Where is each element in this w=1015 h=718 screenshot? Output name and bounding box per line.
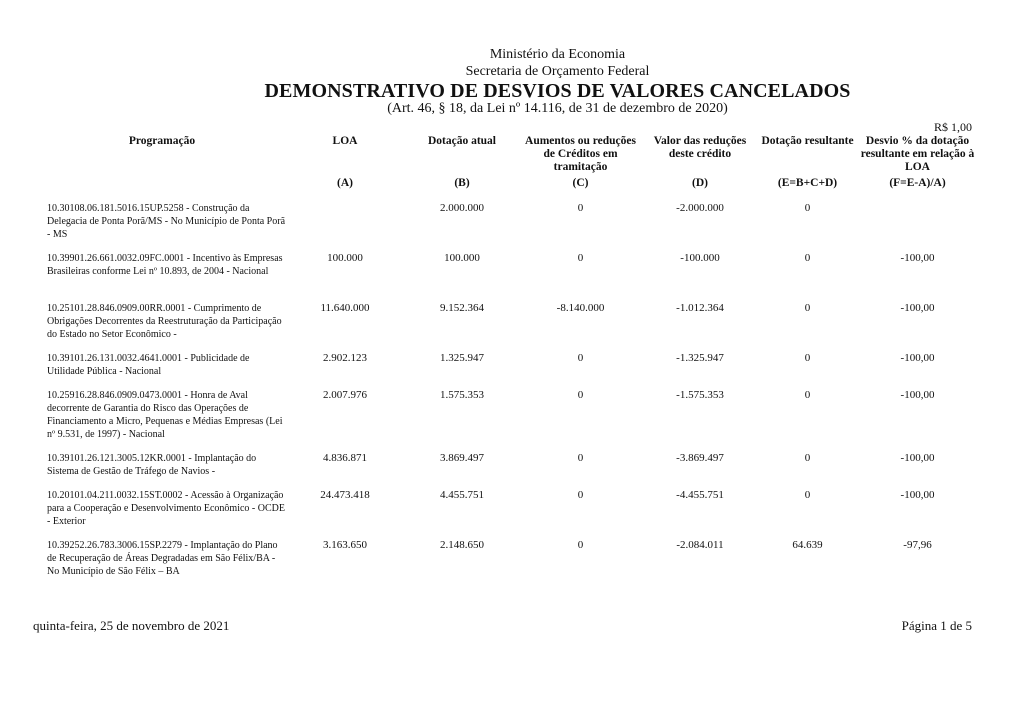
cell-dotacao-atual: 2.148.650 — [440, 539, 484, 551]
cell-reducoes: -1.325.947 — [676, 352, 724, 364]
footer-page-number: Página 1 de 5 — [901, 618, 972, 633]
cell-reducoes: -2.000.000 — [676, 202, 724, 214]
cell-resultante: 0 — [804, 389, 811, 401]
currency-unit: R$ 1,00 — [933, 120, 972, 134]
col-header-programacao: Programação — [128, 135, 196, 147]
cell-desvio: -100,00 — [900, 389, 935, 401]
cell-programacao: 10.30108.06.181.5016.15UP.5258 - Construção da Delegacia de Ponta Porã/MS - No Município de Ponta Porã - MS — [47, 203, 286, 240]
cell-reducoes: -3.869.497 — [676, 452, 724, 464]
document-subtitle: (Art. 46, § 18, da Lei nº 14.116, de 31 de dezembro de 2020) — [387, 101, 728, 116]
col-letter-e: (E=B+C+D) — [777, 177, 838, 189]
cell-aumentos: 0 — [577, 389, 584, 401]
cell-programacao: 10.39101.26.131.0032.4641.0001 - Publicidade de Utilidade Pública - Nacional — [47, 353, 250, 377]
cell-dotacao-atual: 4.455.751 — [440, 489, 484, 501]
col-letter-c: (C) — [572, 177, 589, 189]
col-letter-d: (D) — [692, 177, 708, 189]
cell-aumentos: 0 — [577, 352, 584, 364]
cell-aumentos: 0 — [577, 202, 584, 214]
cell-dotacao-atual: 3.869.497 — [440, 452, 484, 464]
cell-dotacao-atual: 100.000 — [444, 252, 480, 264]
cell-resultante: 0 — [804, 352, 811, 364]
document-title: DEMONSTRATIVO DE DESVIOS DE VALORES CANCELADOS — [264, 80, 851, 102]
cell-reducoes: -100.000 — [680, 252, 720, 264]
footer-date: quinta-feira, 25 de novembro de 2021 — [33, 618, 230, 633]
cell-dotacao-atual: 2.000.000 — [440, 202, 484, 214]
cell-desvio: -100,00 — [900, 489, 935, 501]
cell-aumentos: 0 — [577, 539, 584, 551]
cell-resultante: 0 — [804, 252, 811, 264]
cell-dotacao-atual: 9.152.364 — [440, 302, 484, 314]
cell-loa: 24.473.418 — [320, 489, 370, 501]
cell-aumentos: -8.140.000 — [556, 302, 605, 314]
cell-loa: 3.163.650 — [323, 539, 367, 551]
cell-dotacao-atual: 1.325.947 — [440, 352, 484, 364]
cell-reducoes: -1.575.353 — [676, 389, 724, 401]
col-header-dotacao-atual: Dotação atual — [427, 135, 497, 147]
col-header-reducoes: Valor das reduções deste crédito — [653, 135, 747, 160]
cell-loa: 4.836.871 — [323, 452, 367, 464]
cell-reducoes: -2.084.011 — [676, 539, 724, 551]
ministry-name: Ministério da Economia — [489, 47, 626, 62]
cell-resultante: 0 — [804, 302, 811, 314]
cell-loa: 2.902.123 — [323, 352, 367, 364]
col-letter-b: (B) — [454, 177, 470, 189]
cell-programacao: 10.39252.26.783.3006.15SP.2279 - Implantação do Plano de Recuperação de Áreas Degradadas em São Félix/BA - No Município de São Félix – BA — [47, 540, 278, 577]
col-header-loa: LOA — [332, 135, 358, 147]
cell-desvio: -100,00 — [900, 302, 935, 314]
cell-programacao: 10.25916.28.846.0909.0473.0001 - Honra de Aval decorrente de Garantia do Risco das Operações de Financiamento a Micro, Pequenas e Médias Empresas (Lei nº 9.531, de 1997) - Nacional — [47, 390, 283, 440]
cell-resultante: 0 — [804, 452, 811, 464]
cell-desvio: -97,96 — [903, 539, 932, 551]
cell-reducoes: -1.012.364 — [676, 302, 724, 314]
cell-programacao: 10.39901.26.661.0032.09FC.0001 - Incentivo às Empresas Brasileiras conforme Lei nº 10.893, de 2004 - Nacional — [47, 253, 283, 277]
cell-programacao: 10.25101.28.846.0909.00RR.0001 - Cumprimento de Obrigações Decorrentes da Reestruturação da Participação do Estado no Setor Econômico - — [47, 303, 282, 340]
cell-aumentos: 0 — [577, 489, 584, 501]
cell-desvio: -100,00 — [900, 252, 935, 264]
col-header-aumentos: Aumentos ou reduções de Créditos em tramitação — [525, 135, 636, 173]
cell-desvio: -100,00 — [900, 352, 935, 364]
cell-reducoes: -4.455.751 — [676, 489, 724, 501]
secretariat-name: Secretaria de Orçamento Federal — [465, 64, 650, 79]
cell-resultante: 0 — [804, 489, 811, 501]
cell-loa: 2.007.976 — [323, 389, 367, 401]
col-letter-f: (F=E-A)/A) — [889, 177, 946, 189]
cell-aumentos: 0 — [577, 252, 584, 264]
col-header-resultante: Dotação resultante — [761, 135, 854, 147]
cell-aumentos: 0 — [577, 452, 584, 464]
cell-dotacao-atual: 1.575.353 — [440, 389, 484, 401]
cell-programacao: 10.39101.26.121.3005.12KR.0001 - Implantação do Sistema de Gestão de Tráfego de Navios - — [47, 453, 257, 477]
cell-programacao: 10.20101.04.211.0032.15ST.0002 - Acessão à Organização para a Cooperação e Desenvolvimento Econômico - OCDE - Exterior — [47, 490, 285, 527]
col-header-desvio: Desvio % da dotação resultante em relação à LOA — [860, 135, 975, 173]
cell-resultante: 0 — [804, 202, 811, 214]
cell-desvio: -100,00 — [900, 452, 935, 464]
col-letter-a: (A) — [337, 177, 353, 189]
cell-loa: 11.640.000 — [320, 302, 370, 314]
cell-loa: 100.000 — [327, 252, 363, 264]
cell-resultante: 64.639 — [792, 539, 823, 551]
